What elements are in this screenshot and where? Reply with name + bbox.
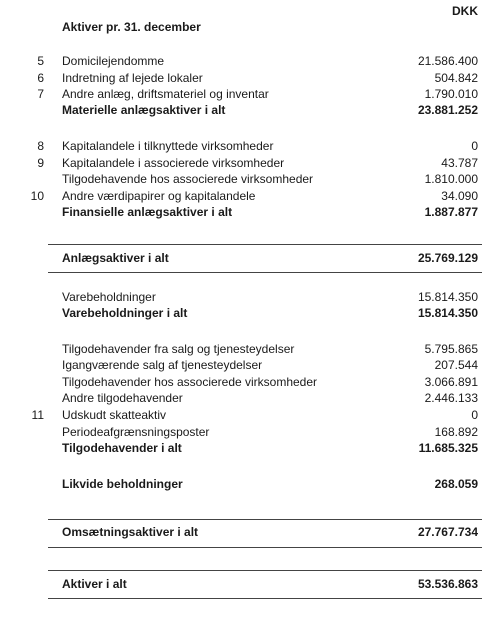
line-item-label: Tilgodehavender hos associerede virksomheder (62, 375, 318, 389)
subtotal-value: 1.887.877 (424, 205, 478, 219)
line-item (0, 53, 494, 69)
grand-total-label: Aktiver i alt (62, 577, 127, 591)
line-item (0, 357, 494, 373)
subtotal-row (0, 305, 494, 321)
subtotal-value: 268.059 (434, 477, 478, 491)
section-divider (48, 570, 482, 571)
line-item-label: Igangværende salg af tjenesteydelser (62, 358, 263, 372)
subtotal-value: 15.814.350 (417, 306, 478, 320)
line-item-label: Udskudt skatteaktiv (62, 408, 167, 422)
line-item-value: 0 (471, 139, 478, 153)
line-item-value: 1.790.010 (424, 87, 478, 101)
total-value: 25.769.129 (417, 251, 478, 265)
line-item-label: Tilgodehavender fra salg og tjenesteydelser (62, 342, 295, 356)
note-number: 8 (37, 139, 44, 153)
note-number: 11 (31, 408, 44, 422)
total-label: Anlægsaktiver i alt (62, 251, 169, 265)
line-item-label: Varebeholdninger (62, 290, 156, 304)
total-row (0, 524, 494, 540)
subtotal-label: Likvide beholdninger (62, 477, 183, 491)
total-label: Omsætningsaktiver i alt (62, 525, 199, 539)
note-number: 7 (37, 87, 44, 101)
line-item (0, 188, 494, 204)
section-divider (48, 244, 482, 245)
line-item (0, 289, 494, 305)
line-item-label: Kapitalandele i associerede virksomheder (62, 156, 285, 170)
line-item-value: 168.892 (434, 425, 478, 439)
line-item (0, 86, 494, 102)
line-item (0, 138, 494, 154)
line-item-value: 21.586.400 (417, 54, 478, 68)
total-value: 27.767.734 (417, 525, 478, 539)
line-item (0, 70, 494, 86)
line-item-value: 1.810.000 (424, 172, 478, 186)
subtotal-label: Finansielle anlægsaktiver i alt (62, 205, 233, 219)
line-item-label: Periodeafgrænsningsposter (62, 425, 210, 439)
subtotal-row (0, 204, 494, 220)
section-divider (48, 598, 482, 599)
grand-total-value: 53.536.863 (417, 577, 478, 591)
line-item (0, 341, 494, 357)
note-number: 6 (37, 71, 44, 85)
line-item-label: Andre anlæg, driftsmateriel og inventar (62, 87, 269, 101)
line-item-value: 3.066.891 (424, 375, 478, 389)
line-item-value: 5.795.865 (424, 342, 478, 356)
line-item (0, 374, 494, 390)
section-divider (48, 547, 482, 548)
subtotal-row (0, 102, 494, 118)
subtotal-value: 11.685.325 (418, 441, 478, 455)
subtotal-row (0, 476, 494, 492)
subtotal-label: Materielle anlægsaktiver i alt (62, 103, 226, 117)
line-item-value: 504.842 (434, 71, 478, 85)
line-item-label: Andre værdipapirer og kapitalandele (62, 189, 256, 203)
line-item (0, 171, 494, 187)
line-item (0, 390, 494, 406)
currency-label: DKK (452, 4, 478, 18)
line-item-value: 2.446.133 (424, 391, 478, 405)
total-row (0, 250, 494, 266)
note-number: 10 (30, 189, 44, 203)
line-item-label: Kapitalandele i tilknyttede virksomheder (62, 139, 274, 153)
statement-heading: Aktiver pr. 31. december (62, 20, 201, 34)
line-item (0, 155, 494, 171)
line-item-value: 207.544 (434, 358, 478, 372)
line-item (0, 407, 494, 423)
subtotal-label: Tilgodehavender i alt (62, 441, 182, 455)
line-item (0, 424, 494, 440)
subtotal-row (0, 440, 494, 456)
line-item-label: Andre tilgodehavender (62, 391, 183, 405)
line-item-value: 15.814.350 (417, 290, 478, 304)
line-item-value: 0 (471, 408, 478, 422)
line-item-label: Domicilejendomme (62, 54, 165, 68)
note-number: 9 (37, 156, 44, 170)
line-item-value: 34.090 (441, 189, 478, 203)
grand-total-row (0, 576, 494, 592)
line-item-label: Tilgodehavende hos associerede virksomheder (62, 172, 314, 186)
subtotal-value: 23.881.252 (417, 103, 478, 117)
note-number: 5 (37, 54, 44, 68)
section-divider (48, 272, 482, 273)
section-divider (48, 519, 482, 520)
line-item-label: Indretning af lejede lokaler (62, 71, 203, 85)
subtotal-label: Varebeholdninger i alt (62, 306, 188, 320)
line-item-value: 43.787 (441, 156, 478, 170)
